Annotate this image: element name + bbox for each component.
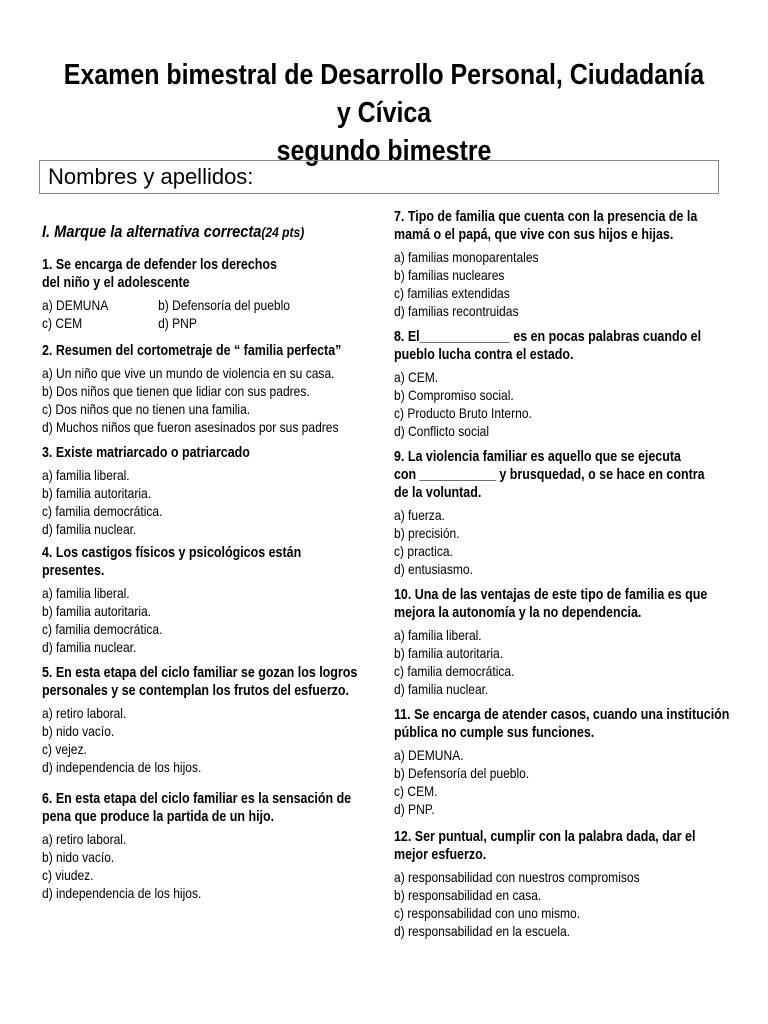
answer-options xyxy=(394,506,733,578)
answer-option[interactable]: a) responsabilidad con nuestros compromisos xyxy=(394,869,640,885)
question-text xyxy=(394,586,733,622)
answer-options xyxy=(394,368,733,440)
student-name-field[interactable] xyxy=(39,160,719,194)
answer-option[interactable]: c) viudez. xyxy=(42,867,94,883)
answer-option[interactable]: b) Compromiso social. xyxy=(394,387,514,403)
answer-option[interactable]: d) Conflicto social xyxy=(394,423,490,439)
question-text xyxy=(394,828,733,864)
answer-option[interactable]: c) familia democrática. xyxy=(42,621,163,637)
question-text-line: 6. En esta etapa del ciclo familiar es la sensación de xyxy=(42,791,352,807)
question-text-line: mejor esfuerzo. xyxy=(394,847,487,863)
question-text-line: 10. Una de las ventajas de este tipo de familia es que xyxy=(394,587,708,603)
question-left-6 xyxy=(42,790,391,902)
answer-option[interactable]: b) Dos niños que tienen que lidiar con sus padres. xyxy=(42,383,310,399)
question-text xyxy=(394,706,733,742)
answer-option[interactable]: b) responsabilidad en casa. xyxy=(394,887,542,903)
answer-option[interactable]: c) CEM. xyxy=(394,783,438,799)
right-column xyxy=(394,208,734,948)
answer-option[interactable]: b) nido vacío. xyxy=(42,723,115,739)
answer-option[interactable]: c) familia democrática. xyxy=(394,663,515,679)
answer-option[interactable]: b) familia autoritaria. xyxy=(42,603,152,619)
student-name-label: Nombres y apellidos: xyxy=(48,164,254,189)
answer-option[interactable]: a) familia liberal. xyxy=(42,467,130,483)
answer-option[interactable]: b) familias nucleares xyxy=(394,267,505,283)
answer-option[interactable]: b) familia autoritaria. xyxy=(394,645,504,661)
answer-options xyxy=(394,626,733,698)
section-points: (24 pts) xyxy=(261,224,305,240)
answer-option[interactable]: d) familia nuclear. xyxy=(394,681,489,697)
section-label: I. Marque la alternativa correcta xyxy=(42,222,262,241)
answer-option[interactable]: a) familia liberal. xyxy=(394,627,482,643)
answer-option[interactable]: d) independencia de los hijos. xyxy=(42,759,202,775)
question-text-line: 7. Tipo de familia que cuenta con la presencia de la xyxy=(394,209,698,225)
question-text xyxy=(42,790,391,826)
answer-options xyxy=(42,296,391,332)
answer-option[interactable]: d) responsabilidad en la escuela. xyxy=(394,923,571,939)
question-text xyxy=(42,664,391,700)
answer-option[interactable]: c) Dos niños que no tienen una familia. xyxy=(42,401,251,417)
answer-option[interactable]: c) Producto Bruto Interno. xyxy=(394,405,532,421)
question-right-6 xyxy=(394,828,733,940)
answer-option[interactable]: a) fuerza. xyxy=(394,507,445,523)
question-text-line: de la voluntad. xyxy=(394,485,482,501)
answer-option[interactable]: d) PNP xyxy=(158,315,197,331)
question-left-1 xyxy=(42,256,391,332)
answer-option[interactable]: c) familia democrática. xyxy=(42,503,163,519)
question-text-line: 1. Se encarga de defender los derechos xyxy=(42,257,277,273)
answer-option[interactable]: c) responsabilidad con uno mismo. xyxy=(394,905,581,921)
question-text-line: 9. La violencia familiar es aquello que se ejecuta xyxy=(394,449,681,465)
answer-option[interactable]: d) familias recontruidas xyxy=(394,303,519,319)
question-left-4 xyxy=(42,544,391,656)
question-text-line: pública no cumple sus funciones. xyxy=(394,725,595,741)
answer-option[interactable]: b) precisión. xyxy=(394,525,460,541)
question-left-3 xyxy=(42,444,391,538)
exam-title xyxy=(54,56,714,170)
question-text xyxy=(394,328,733,364)
answer-option[interactable]: c) familias extendidas xyxy=(394,285,510,301)
answer-options xyxy=(42,830,391,902)
question-text xyxy=(42,444,391,462)
question-text xyxy=(394,448,733,502)
question-text-line: del niño y el adolescente xyxy=(42,275,190,291)
question-text-line: personales y se contemplan los frutos del esfuerzo. xyxy=(42,683,349,699)
exam-title-line-2: segundo bimestre xyxy=(276,135,492,167)
answer-option[interactable]: a) Un niño que vive un mundo de violencia en su casa. xyxy=(42,365,335,381)
left-column xyxy=(42,222,392,910)
answer-option[interactable]: d) entusiasmo. xyxy=(394,561,473,577)
question-right-5 xyxy=(394,706,733,818)
answer-options xyxy=(394,248,733,320)
answer-option[interactable]: d) Muchos niños que fueron asesinados por sus padres xyxy=(42,419,339,435)
answer-option[interactable]: b) Defensoría del pueblo xyxy=(158,297,290,313)
answer-options xyxy=(42,704,391,776)
answer-option[interactable]: c) CEM xyxy=(42,315,83,331)
question-text-line: mejora la autonomía y la no dependencia. xyxy=(394,605,642,621)
question-text xyxy=(42,342,391,360)
answer-option[interactable]: d) PNP. xyxy=(394,801,435,817)
answer-option[interactable]: a) familia liberal. xyxy=(42,585,130,601)
answer-option[interactable]: b) familia autoritaria. xyxy=(42,485,152,501)
answer-option[interactable]: d) independencia de los hijos. xyxy=(42,885,202,901)
question-text-line: 5. En esta etapa del ciclo familiar se gozan los logros xyxy=(42,665,358,681)
answer-options xyxy=(42,584,391,656)
question-right-1 xyxy=(394,208,733,320)
answer-option[interactable]: a) DEMUNA xyxy=(42,297,109,313)
answer-options xyxy=(394,868,733,940)
answer-option[interactable]: a) DEMUNA. xyxy=(394,747,464,763)
question-right-3 xyxy=(394,448,733,578)
answer-option[interactable]: a) retiro laboral. xyxy=(42,831,127,847)
question-text xyxy=(42,544,391,580)
answer-option[interactable]: d) familia nuclear. xyxy=(42,521,137,537)
question-text-line: pueblo lucha contra el estado. xyxy=(394,347,574,363)
exam-title-line-1: Examen bimestral de Desarrollo Personal, Ciudadanía y Cívica xyxy=(63,59,705,129)
question-text xyxy=(394,208,733,244)
question-text-line: presentes. xyxy=(42,563,105,579)
answer-option[interactable]: a) retiro laboral. xyxy=(42,705,127,721)
question-text-line: 3. Existe matriarcado o patriarcado xyxy=(42,445,250,461)
question-text-line: 4. Los castigos físicos y psicológicos están xyxy=(42,545,302,561)
answer-options xyxy=(394,746,733,818)
question-text-line: 11. Se encarga de atender casos, cuando una institución xyxy=(394,707,730,723)
question-text-line: con ___________ y brusquedad, o se hace en contra xyxy=(394,467,705,483)
question-text-line: 2. Resumen del cortometraje de “ familia perfecta” xyxy=(42,343,342,359)
answer-option[interactable]: a) familias monoparentales xyxy=(394,249,539,265)
question-right-2 xyxy=(394,328,733,440)
answer-option[interactable]: b) Defensoría del pueblo. xyxy=(394,765,530,781)
section-heading xyxy=(42,222,391,242)
question-text xyxy=(42,256,391,292)
question-text-line: 8. El_____________ es en pocas palabras cuando el xyxy=(394,329,702,345)
answer-option[interactable]: c) practica. xyxy=(394,543,453,559)
answer-option[interactable]: d) familia nuclear. xyxy=(42,639,137,655)
question-text-line: 12. Ser puntual, cumplir con la palabra dada, dar el xyxy=(394,829,696,845)
question-left-2 xyxy=(42,342,391,436)
answer-options xyxy=(42,466,391,538)
question-text-line: mamá o el papá, que vive con sus hijos e hijas. xyxy=(394,227,674,243)
answer-option[interactable]: a) CEM. xyxy=(394,369,439,385)
answer-options xyxy=(42,364,391,436)
question-left-5 xyxy=(42,664,391,776)
answer-option[interactable]: b) nido vacío. xyxy=(42,849,115,865)
answer-option[interactable]: c) vejez. xyxy=(42,741,87,757)
question-text-line: pena que produce la partida de un hijo. xyxy=(42,809,275,825)
question-right-4 xyxy=(394,586,733,698)
